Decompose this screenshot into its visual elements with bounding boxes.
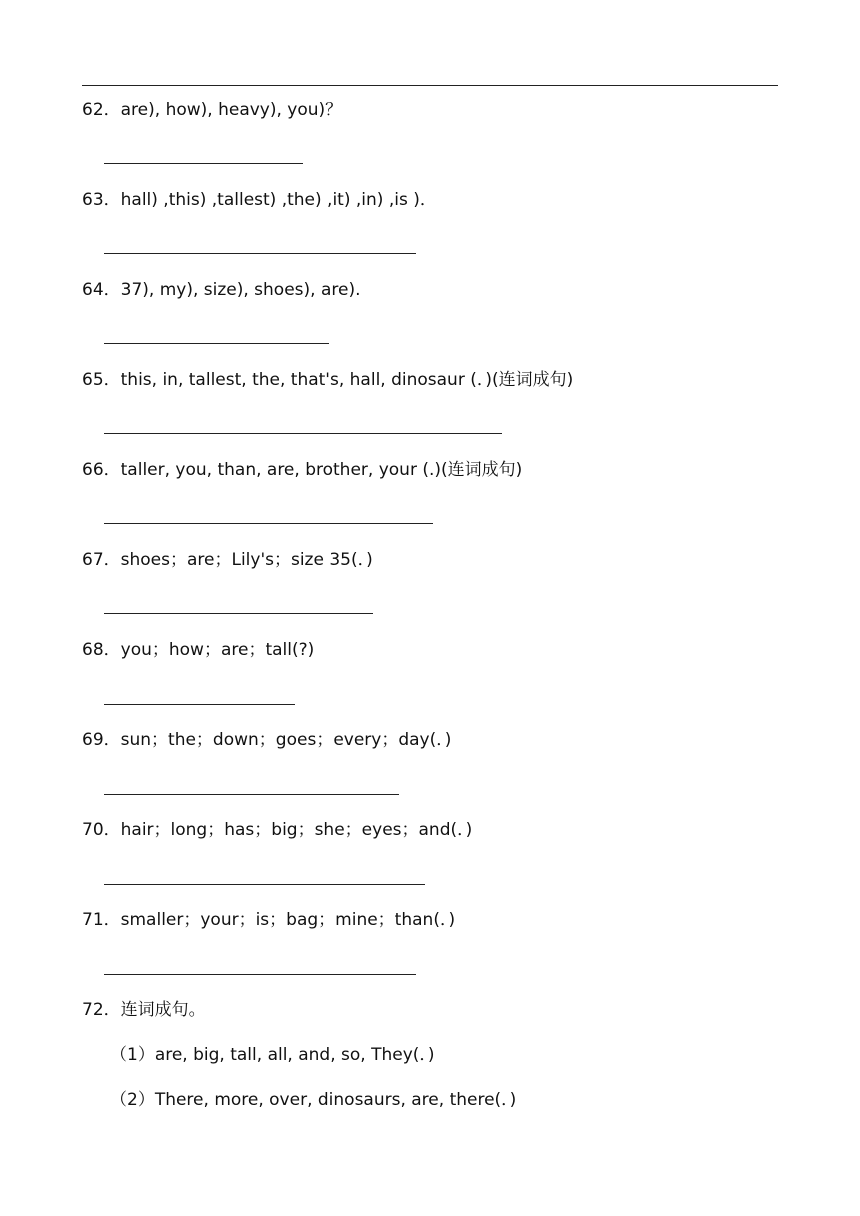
sub-question-72-2: （2）There, more, over, dinosaurs, are, there(．) (110, 1090, 517, 1110)
answer-line-70[interactable] (104, 884, 425, 885)
question-66: 66．taller, you, than, are, brother, your (.)(连词成句) (82, 460, 523, 480)
answer-line-71[interactable] (104, 974, 416, 975)
top-divider (82, 85, 778, 86)
question-65: 65．this, in, tallest, the, that's, hall, dinosaur (．)(连词成句) (82, 370, 574, 390)
question-64: 64．37), my), size), shoes), are). (82, 280, 361, 300)
answer-line-65[interactable] (104, 433, 502, 434)
question-62: 62．are), how), heavy), you)？ (82, 100, 343, 120)
answer-line-63[interactable] (104, 253, 416, 254)
answer-line-62[interactable] (104, 163, 303, 164)
answer-line-68[interactable] (104, 704, 295, 705)
question-72: 72．连词成句。 (82, 1000, 206, 1020)
answer-line-69[interactable] (104, 794, 399, 795)
answer-line-67[interactable] (104, 613, 373, 614)
sub-question-72-1: （1）are, big, tall, all, and, so, They(．) (110, 1045, 435, 1065)
question-67: 67．shoes；are；Lily's；size 35(．) (82, 550, 373, 570)
question-71: 71．smaller；your；is；bag；mine；than(．) (82, 910, 456, 930)
answer-line-66[interactable] (104, 523, 433, 524)
question-68: 68．you；how；are；tall(?) (82, 640, 315, 660)
question-70: 70．hair；long；has；big；she；eyes；and(．) (82, 820, 473, 840)
question-69: 69．sun；the；down；goes；every；day(．) (82, 730, 452, 750)
question-63: 63．hall) ,this) ,tallest) ,the) ,it) ,in) ,is )． (82, 190, 437, 210)
answer-line-64[interactable] (104, 343, 329, 344)
